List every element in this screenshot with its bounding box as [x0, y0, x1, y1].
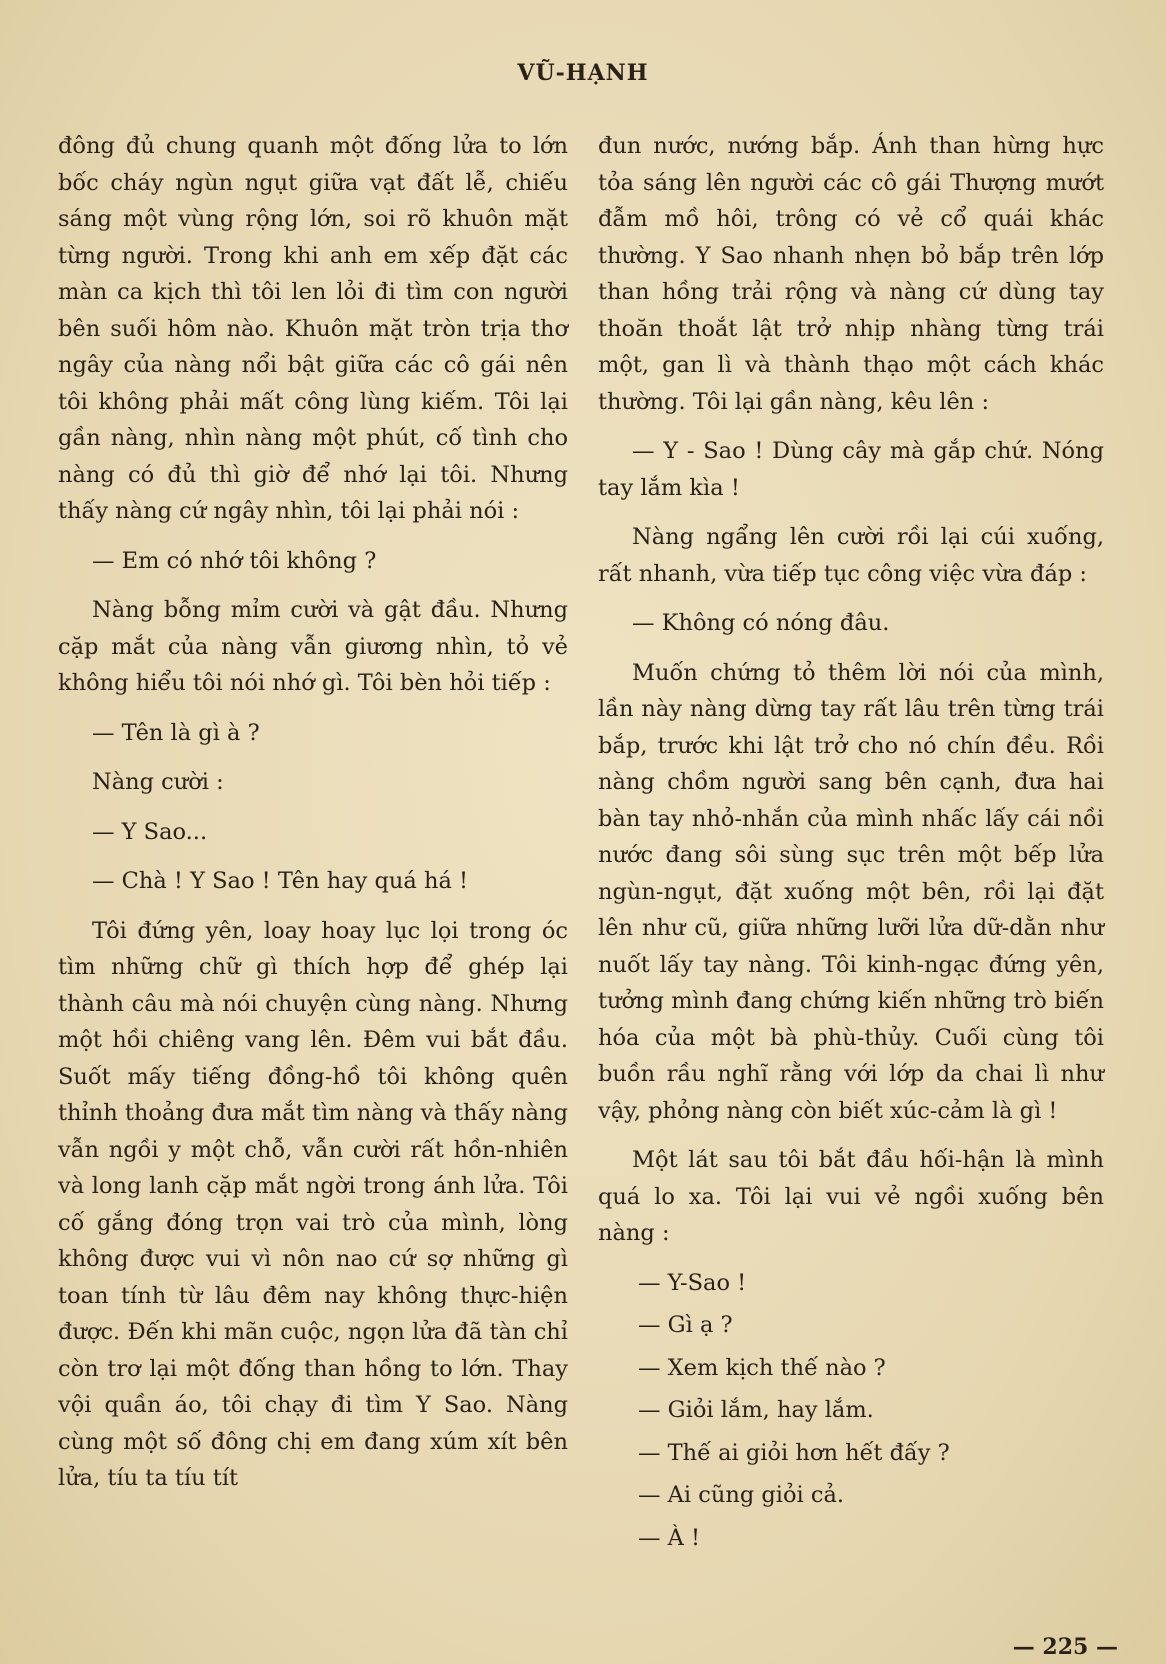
dialogue-line: — Y-Sao ! [638, 1269, 747, 1296]
paragraph: Nàng bỗng mỉm cười và gật đầu. Nhưng cặp mắt của nàng vẫn giương nhìn, tỏ vẻ không hiểu tôi nói nhớ gì. Tôi bèn hỏi tiếp : [58, 597, 568, 696]
paragraph: đông đủ chung quanh một đống lửa to lớn bốc cháy ngùn ngụt giữa vạt đất lễ, chiếu sáng một vùng rộng lớn, soi rõ khuôn mặt từng người. Trong khi anh em xếp đặt các màn ca kịch thì tôi len lỏi đi tìm con người bên suối hôm nào. Khuôn mặt tròn trịa thơ ngây của nàng nổi bật giữa các cô gái nên tôi không phải mất công lùng kiếm. Tôi lại gần nàng, nhìn nàng một phút, cố tình cho nàng có đủ thì giờ để nhớ lại tôi. Nhưng thấy nàng cứ ngây nhìn, tôi lại phải nói : [58, 133, 568, 524]
dialogue-line: — Y Sao... [92, 818, 208, 845]
dialogue-line: — Xem kịch thế nào ? [638, 1354, 886, 1381]
dialogue-line: — Y - Sao ! Dùng cây mà gắp chứ. Nóng tay lắm kìa ! [598, 438, 1104, 501]
dialogue-line: — Gì ạ ? [638, 1312, 733, 1338]
dialogue-line: — Giỏi lắm, hay lắm. [638, 1397, 874, 1423]
dialogue-line: — Chà ! Y Sao ! Tên hay quá há ! [92, 868, 469, 894]
right-column [598, 128, 1104, 1562]
dialogue-line: — Không có nóng đâu. [632, 610, 890, 636]
dialogue-line: — Ai cũng giỏi cả. [638, 1482, 845, 1508]
paragraph: Tôi đứng yên, loay hoay lục lọi trong óc tìm những chữ gì thích hợp để ghép lại thành câu mà nói chuyện cùng nàng. Nhưng một hồi chiêng vang lên. Đêm vui bắt đầu. Suốt mấy tiếng đồng-hồ tôi không quên thỉnh thoảng đưa mắt tìm nàng và thấy nàng vẫn ngồi y một chỗ, vẫn cười rất hồn-nhiên và long lanh cặp mắt ngời trong ánh lửa. Tôi cố gắng đóng trọn vai trò của mình, lòng không được vui vì nôn nao cứ sợ những gì toan tính từ lâu đêm nay không thực-hiện được. Đến khi mãn cuộc, ngọn lửa đã tàn chỉ còn trơ lại một đống than hồng to lớn. Thay vội quần áo, tôi chạy đi tìm Y Sao. Nàng cùng một số đông chị em đang xúm xít bên lửa, tíu ta tíu tít [58, 917, 568, 1491]
dialogue-line: — Thế ai giỏi hơn hết đấy ? [638, 1439, 950, 1466]
running-header: VŨ-HẠNH [517, 60, 649, 86]
dialogue-line: — À ! [638, 1524, 701, 1551]
paragraph: đun nước, nướng bắp. Ánh than hừng hực tỏa sáng lên người các cô gái Thượng mướt đẫm mồ hôi, trông có vẻ cổ quái khác thường. Y Sao nhanh nhẹn bỏ bắp trên lớp than hồng trải rộng và nàng cứ dùng tay thoăn thoắt lật trở nhịp nhàng từng trái một, gan lì và thành thạo một cách khác thường. Tôi lại gần nàng, kêu lên : [598, 133, 1104, 415]
paragraph: Một lát sau tôi bắt đầu hối-hận là mình quá lo xa. Tôi lại vui vẻ ngồi xuống bên nàng : [598, 1147, 1104, 1246]
dialogue-line: — Em có nhớ tôi không ? [92, 547, 377, 574]
left-column [58, 128, 568, 1510]
page-number: — 225 — [1012, 1634, 1118, 1660]
paragraph: Nàng cười : [92, 769, 224, 795]
paragraph: Muốn chứng tỏ thêm lời nói của mình, lần này nàng dừng tay rất lâu trên từng trái bắp, trước khi lật trở cho nó chín đều. Rồi nàng chồm người sang bên cạnh, đưa hai bàn tay nhỏ-nhắn của mình nhấc lấy cái nồi nước đang sôi sùng sục trên một bếp lửa ngùn-ngụt, đặt xuống một bên, rồi lại đặt lên như cũ, giữa những lưỡi lửa dữ-dằn như nuốt lấy tay nàng. Tôi kinh-ngạc đứng yên, tưởng mình đang chứng kiến những trò biến hóa của một bà phù-thủy. Cuối cùng tôi buồn rầu nghĩ rằng với lớp da chai lì như vậy, phỏng nàng còn biết xúc-cảm là gì ! [598, 659, 1104, 1124]
dialogue-line: — Tên là gì à ? [92, 719, 260, 746]
paragraph: Nàng ngẩng lên cười rồi lại cúi xuống, rất nhanh, vừa tiếp tục công việc vừa đáp : [598, 524, 1104, 587]
